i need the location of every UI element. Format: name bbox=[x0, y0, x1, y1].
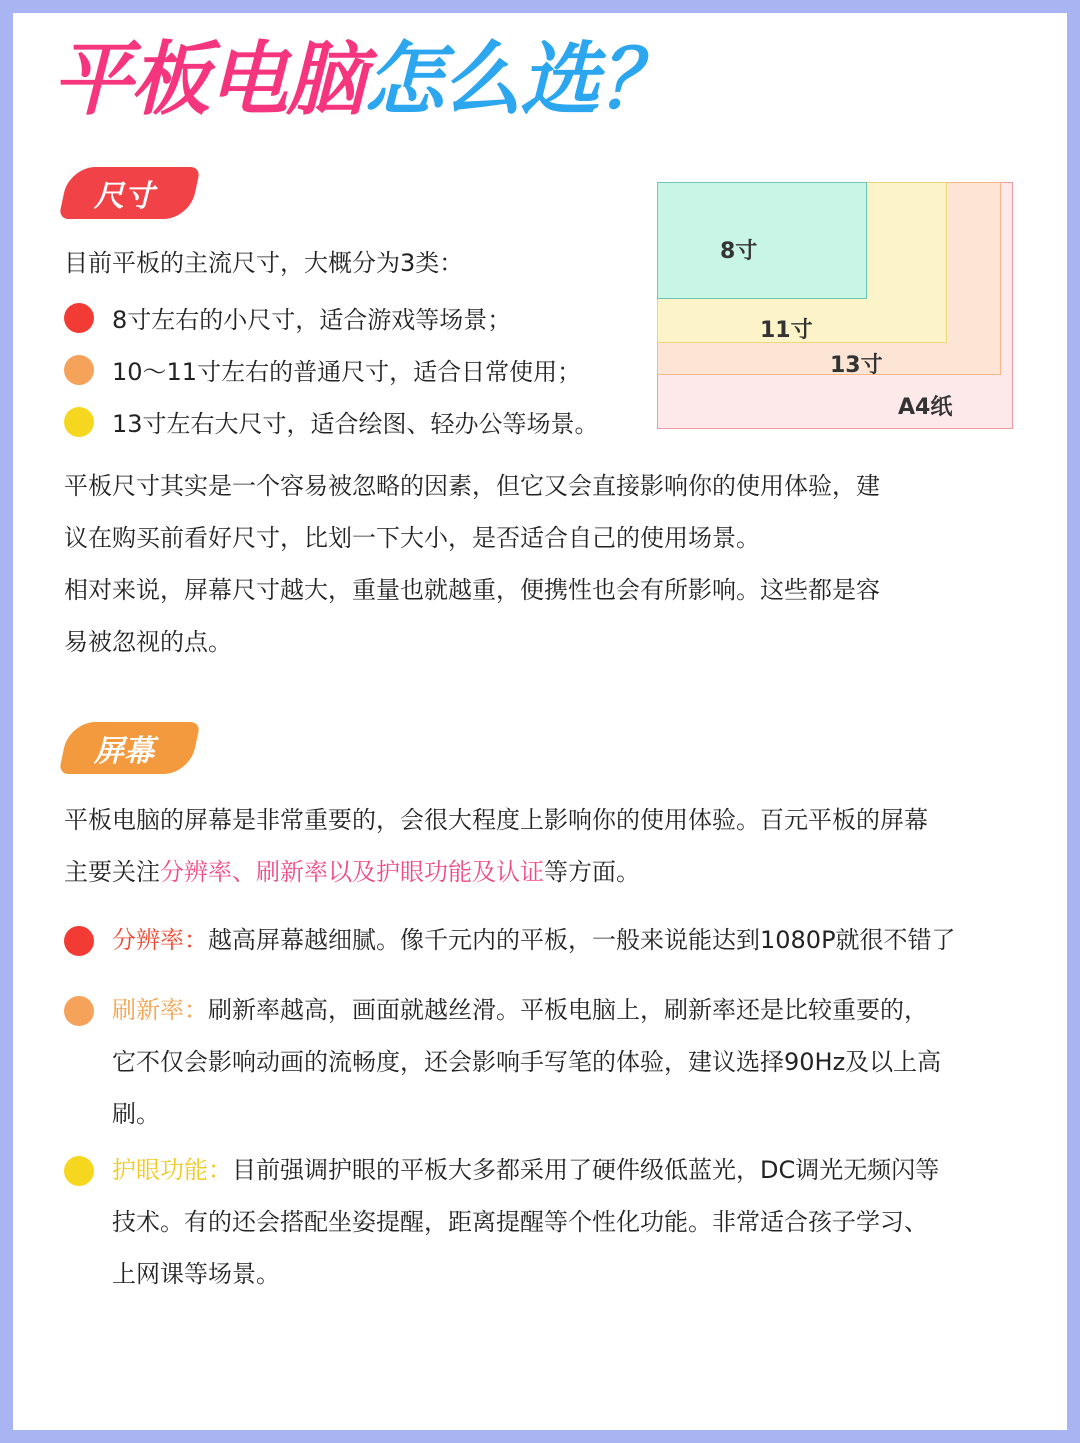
size-paragraph-2-line-2: 易被忽视的点。 bbox=[64, 628, 232, 656]
title-part-pink: 平板电脑 bbox=[52, 33, 364, 126]
label-8-inch: 8寸 bbox=[720, 239, 758, 264]
red-dot-icon bbox=[64, 926, 94, 956]
screen-intro-line-2: 主要关注分辨率、刷新率以及护眼功能及认证等方面。 bbox=[64, 858, 640, 886]
screen-focus-highlight: 分辨率、刷新率以及护眼功能及认证 bbox=[160, 858, 544, 886]
size-intro: 目前平板的主流尺寸，大概分为3类： bbox=[64, 249, 464, 277]
refresh-rate-label: 刷新率： bbox=[112, 996, 208, 1024]
orange-dot-icon bbox=[64, 355, 94, 385]
red-dot-icon bbox=[64, 303, 94, 333]
screen-intro-line-1: 平板电脑的屏幕是非常重要的，会很大程度上影响你的使用体验。百元平板的屏幕 bbox=[64, 806, 928, 834]
eye-care-label: 护眼功能： bbox=[112, 1156, 232, 1184]
title-part-blue: 怎么选？ bbox=[364, 33, 676, 126]
label-13-inch: 13寸 bbox=[830, 353, 883, 378]
8-inch-box bbox=[657, 182, 867, 299]
orange-dot-icon bbox=[64, 996, 94, 1026]
size-paragraph-1-line-1: 平板尺寸其实是一个容易被忽略的因素，但它又会直接影响你的使用体验，建 bbox=[64, 472, 880, 500]
label-a4: A4纸 bbox=[898, 395, 953, 420]
resolution-label: 分辨率： bbox=[112, 926, 208, 954]
yellow-dot-icon bbox=[64, 1156, 94, 1186]
screen-section-tag: 屏幕 bbox=[58, 722, 200, 774]
page-title bbox=[52, 33, 676, 126]
size-bullet-medium: 10～11寸左右的普通尺寸，适合日常使用； bbox=[64, 352, 581, 387]
size-bullet-large: 13寸左右大尺寸，适合绘图、轻办公等场景。 bbox=[64, 404, 599, 439]
size-paragraph-1-line-2: 议在购买前看好尺寸，比划一下大小，是否适合自己的使用场景。 bbox=[64, 524, 760, 552]
label-11-inch: 11寸 bbox=[760, 318, 813, 343]
yellow-dot-icon bbox=[64, 407, 94, 437]
size-section-tag: 尺寸 bbox=[58, 167, 200, 219]
size-paragraph-2-line-1: 相对来说，屏幕尺寸越大，重量也就越重，便携性也会有所影响。这些都是容 bbox=[64, 576, 880, 604]
size-bullet-small: 8寸左右的小尺寸，适合游戏等场景； bbox=[64, 300, 511, 335]
